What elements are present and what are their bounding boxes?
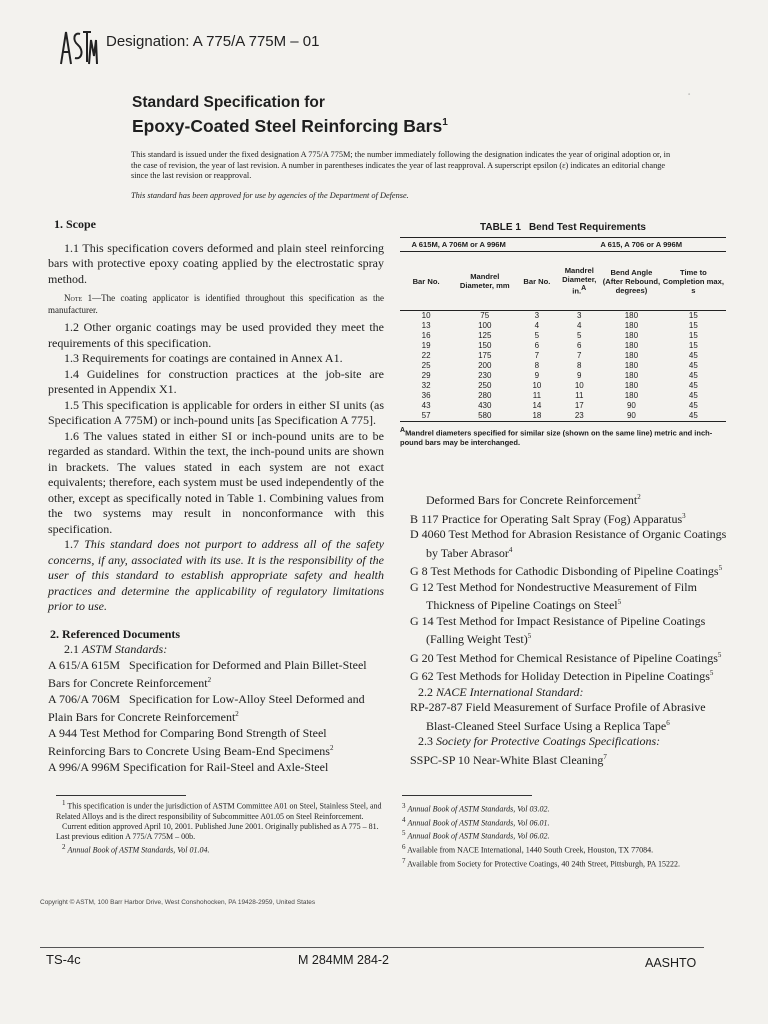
- table-cell: 8: [577, 361, 582, 370]
- footnote-6: $^6$ Available from NACE International, 1440 South Creek, Houston, TX 77084.: [402, 842, 654, 855]
- table-row: [400, 391, 726, 401]
- table-cell: 180: [624, 361, 639, 370]
- table-cell: 9: [534, 371, 540, 380]
- para-2-2: 2.2 NACE International Standard:: [418, 684, 584, 699]
- ref-item: G 12 Test Method for Nondestructive Measurement of Film Thickness of Pipeline Coatings on Steel$^5$: [410, 579, 697, 612]
- ref-continuation: Deformed Bars for Concrete Reinforcement$^2$: [426, 493, 641, 507]
- title-line-2: Epoxy-Coated Steel Reinforcing Bars$^1$: [132, 115, 448, 136]
- table-cell: 18: [517, 411, 556, 422]
- table-cell: 43: [421, 401, 431, 410]
- table-cell: 90: [626, 401, 636, 410]
- copyright-line: Copyright © ASTM, 100 Barr Harbor Drive, West Conshohocken, PA 19428-2959, United States: [40, 899, 316, 906]
- ref-item: A 615/A 615M Specification for Deformed and Plain Billet-Steel Bars for Concrete Reinforcement$^2$: [48, 657, 367, 690]
- footnote-7: $^7$ Available from Society for Protective Coatings, 40 24th Street, Pittsburgh, PA 15222.: [402, 856, 681, 869]
- footnotes-right: [402, 801, 732, 869]
- bend-test-table: [400, 222, 726, 448]
- table-cell: 13: [421, 321, 431, 330]
- document-title: [132, 93, 448, 137]
- note-1: Note 1—The coating applicator is identified throughout this specification as the manufacturer.: [48, 293, 384, 315]
- footnote-rule-right: [402, 795, 532, 796]
- ref-item: G 20 Test Method for Chemical Resistance of Pipeline Coatings$^5$: [410, 650, 722, 665]
- table-row: [400, 361, 726, 371]
- table-row: [400, 371, 726, 381]
- table-row: [400, 381, 726, 391]
- table-cell: 6: [534, 341, 540, 350]
- col-bar-no: Bar No.: [400, 252, 452, 311]
- table-cell: 9: [577, 371, 582, 380]
- table-cell: 230: [478, 371, 492, 380]
- footnote-rule-left: [56, 795, 186, 796]
- para-1-7: 1.7 This standard does not purport to address all of the safety concerns, if any, associated with its use. It is the responsibility of the user of this standard to establish appropriate safety and health practices and determine the applicability of regulatory limitations prior to use.: [48, 537, 384, 613]
- table-cell: 8: [534, 361, 540, 370]
- table-cell: 32: [421, 381, 431, 390]
- para-1-3: 1.3 Requirements for coatings are contained in Annex A1.: [64, 351, 343, 365]
- notice-text: This standard is issued under the fixed designation A 775/A 775M; the number immediately following the designation indicates the year of original adoption or, in the case of revision, the year of last revision. A number in parentheses indicates the year of last reapproval. A superscript epsilon (ε) indicates an editorial change since the last revision or reapproval.: [131, 150, 671, 180]
- para-1-1: 1.1 This specification covers deformed and plain steel reinforcing bars with protective epoxy coating applied by the electrostatic spray method.: [48, 240, 384, 286]
- table-cell: 17: [574, 401, 584, 410]
- table-cell: 25: [421, 361, 431, 370]
- table-cell: 6: [577, 341, 582, 350]
- table-cell: 4: [534, 321, 540, 330]
- table-cell: 45: [661, 411, 726, 422]
- table-cell: 175: [478, 351, 492, 360]
- table-cell: 16: [421, 331, 431, 340]
- table-cell: 90: [602, 411, 661, 422]
- table-row: [400, 401, 726, 411]
- group-header-inch: A 615, A 706 or A 996M: [556, 238, 726, 252]
- table-cell: 580: [452, 411, 517, 422]
- table-caption: TABLE 1 Bend Test Requirements: [480, 222, 646, 233]
- footnote-3: $^3$ Annual Book of ASTM Standards, Vol 03.02.: [402, 802, 550, 814]
- designation: Designation: A 775/A 775M – 01: [106, 33, 320, 50]
- table-cell: 100: [478, 321, 492, 330]
- table-cell: 14: [532, 401, 542, 410]
- table-row: [400, 411, 726, 422]
- table-cell: 250: [478, 381, 492, 390]
- table-cell: 11: [532, 391, 542, 400]
- table-cell: 4: [577, 321, 582, 330]
- col-time: Time to Completion max, s: [661, 252, 726, 311]
- table-cell: 7: [577, 351, 582, 360]
- table-cell: 200: [478, 361, 492, 370]
- ref-item: G 14 Test Method for Impact Resistance of Pipeline Coatings (Falling Weight Test)$^5$: [410, 613, 706, 646]
- table-cell: 5: [577, 331, 582, 340]
- table-cell: 150: [478, 341, 492, 350]
- ref-item: A 944 Test Method for Comparing Bond Strength of Steel Reinforcing Bars to Concrete Using Beam-End Specimens$^2$: [48, 725, 334, 758]
- footnote-1: $^1$ This specification is under the jurisdiction of ASTM Committee A01 on Steel, Stainless Steel, and Related Alloys and is the direct responsibility of Subcommittee A01.05 on Steel Reinforcement.: [56, 799, 382, 821]
- table-cell: 10: [532, 381, 542, 390]
- table-cell: 10: [574, 381, 584, 390]
- table-footnote: $^A$Mandrel diameters specified for similar size (shown on the same line) metric and inch-pound bars may be interchanged.: [400, 427, 713, 447]
- table-cell: 19: [421, 341, 431, 350]
- table-cell: 45: [688, 361, 698, 370]
- table-cell: 45: [688, 381, 698, 390]
- referenced-documents-heading: 2. Referenced Documents: [50, 626, 181, 641]
- table-cell: 180: [624, 351, 639, 360]
- table-row: [400, 341, 726, 351]
- table-row: [400, 351, 726, 361]
- footnotes-left: [56, 798, 386, 855]
- para-1-5: 1.5 This specification is applicable for orders in either SI units (as Specification A 775M) or inch-pound units [as Specification A 775].: [48, 397, 384, 427]
- footer-center-label: M 284MM 284-2: [298, 953, 390, 967]
- table-cell: 430: [478, 401, 492, 410]
- footnote-1b: Current edition approved April 10, 2001. Published June 2001. Originally published as A 775 – 81. Last previous edition A 775/A 775M – 00b.: [56, 821, 379, 841]
- left-column: [48, 217, 384, 775]
- table-cell: 75: [480, 311, 490, 320]
- para-2-1: 2.1 ASTM Standards:: [64, 642, 168, 656]
- table-cell: 22: [421, 351, 431, 360]
- table-row: [400, 321, 726, 331]
- table-cell: 180: [624, 381, 639, 390]
- col-mandrel-mm: Mandrel Diameter, mm: [452, 252, 517, 311]
- para-1-6: 1.6 The values stated in either SI or inch-pound units are to be regarded as standard. Within the text, the inch-pound units are shown in brackets. The values stated in each system are not exact equivalents; therefore, each system must be used independently of the other, except as specifically noted in Table 1. Combining values from the two systems may result in nonconformance with this specification.: [48, 428, 384, 536]
- right-column: [410, 490, 730, 768]
- para-2-3: 2.3 Society for Protective Coatings Specifications:: [418, 734, 661, 748]
- ref-item: D 4060 Test Method for Abrasion Resistance of Organic Coatings by Taber Abrasor$^4$: [410, 527, 727, 560]
- footnote-4: $^4$ Annual Book of ASTM Standards, Vol 06.01.: [402, 815, 550, 828]
- footnote-2: $^2$ Annual Book of ASTM Standards, Vol 01.04.: [62, 842, 210, 855]
- table-cell: 45: [688, 401, 698, 410]
- table-cell: 57: [400, 411, 452, 422]
- ref-item: A 996/A 996M Specification for Rail-Steel and Axle-Steel: [48, 759, 329, 774]
- table-cell: 3: [534, 311, 540, 320]
- title-line-1: Standard Specification for: [132, 94, 325, 111]
- table-cell: 5: [534, 331, 540, 340]
- table-cell: 15: [688, 311, 698, 320]
- dod-approval: This standard has been approved for use by agencies of the Department of Defense.: [131, 190, 409, 200]
- table-cell: 23: [556, 411, 602, 422]
- table-cell: 7: [534, 351, 540, 360]
- ref-item: A 706/A 706M Specification for Low-Alloy Steel Deformed and Plain Bars for Concrete Reinforcement$^2$: [48, 691, 365, 724]
- table-cell: 280: [478, 391, 492, 400]
- table-cell: 45: [688, 391, 698, 400]
- standard-notice: [131, 150, 671, 201]
- table-cell: 3: [577, 311, 582, 320]
- table-cell: 29: [421, 371, 431, 380]
- ref-item: G 8 Test Methods for Cathodic Disbonding of Pipeline Coatings$^5$: [410, 564, 723, 578]
- table-cell: 45: [688, 351, 698, 360]
- sspc-item: SSPC-SP 10 Near-White Blast Cleaning$^7$: [410, 752, 607, 767]
- table-cell: 180: [624, 341, 639, 350]
- table-cell: 180: [624, 311, 639, 320]
- table-cell: 180: [624, 391, 639, 400]
- ref-item: G 62 Test Methods for Holiday Detection in Pipeline Coatings$^5$: [410, 669, 714, 683]
- table-row: [400, 331, 726, 341]
- table-cell: 15: [688, 341, 698, 350]
- nace-item: RP-287-87 Field Measurement of Surface Profile of Abrasive Blast-Cleaned Steel Surface Using a Replica Tape$^6$: [410, 700, 706, 733]
- stamp-mark: ﾟ: [688, 93, 692, 102]
- table-cell: 36: [421, 391, 431, 400]
- table-cell: 15: [688, 331, 698, 340]
- astm-standards-list: [48, 658, 384, 776]
- group-header-metric: A 615M, A 706M or A 996M: [400, 238, 517, 252]
- table-row: [400, 311, 726, 322]
- table-cell: 45: [688, 371, 698, 380]
- footer-right-label: AASHTO: [645, 956, 697, 970]
- table-cell: 180: [624, 331, 639, 340]
- footer-left-label: TS-4c: [46, 952, 81, 967]
- footer-rule: [40, 947, 704, 948]
- para-1-2: 1.2 Other organic coatings may be used provided they meet the requirements of this specification.: [48, 320, 384, 350]
- scope-heading: 1. Scope: [54, 217, 96, 231]
- astm-logo: [58, 28, 98, 66]
- col-mandrel-in: Mandrel Diameter, in.$^A$: [556, 252, 602, 311]
- table-cell: 15: [688, 321, 698, 330]
- footnote-5: $^5$ Annual Book of ASTM Standards, Vol 06.02.: [402, 829, 550, 841]
- col-bar-no-2: Bar No.: [517, 252, 556, 311]
- table-cell: 11: [575, 391, 584, 400]
- table-cell: 125: [478, 331, 492, 340]
- table-cell: 180: [624, 321, 639, 330]
- table-cell: 10: [421, 311, 431, 320]
- para-1-4: 1.4 Guidelines for construction practices at the job-site are presented in Appendix X1.: [48, 366, 384, 396]
- table-cell: 180: [624, 371, 639, 380]
- ref-item: B 117 Practice for Operating Salt Spray (Fog) Apparatus$^3$: [410, 511, 686, 526]
- col-bend-angle: Bend Angle (After Rebound, degrees): [602, 252, 661, 311]
